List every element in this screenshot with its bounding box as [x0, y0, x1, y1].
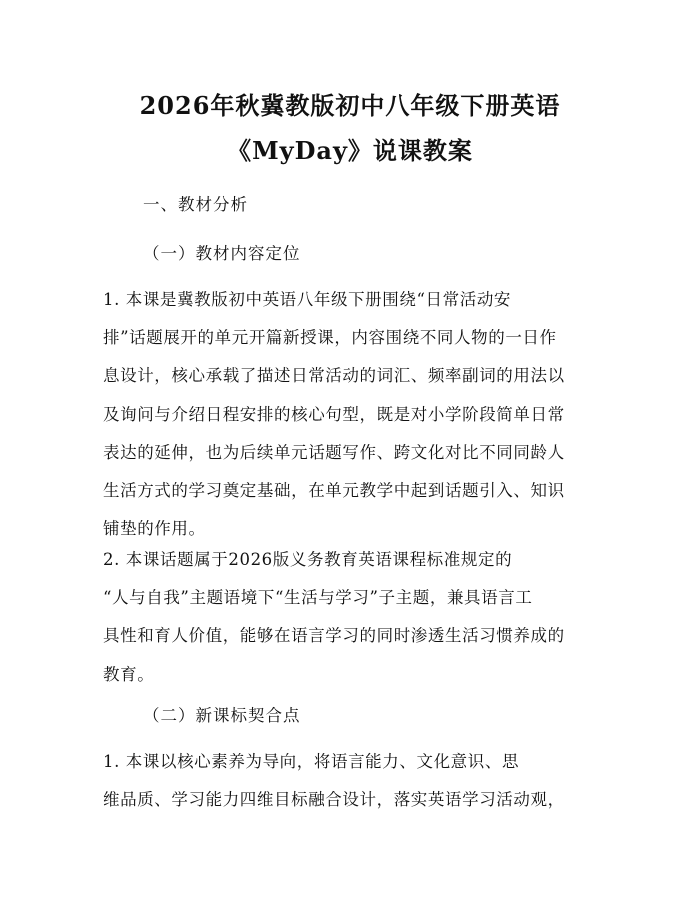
paragraph-2-line: “人与自我”主题语境下“生活与学习”子主题，兼具语言工 — [103, 588, 533, 608]
paragraph-2 — [103, 541, 603, 694]
document-title-line-2: 《MyDay》说课教案 — [227, 136, 473, 165]
paragraph-1-line: 表达的延伸，也为后续单元话题写作、跨文化对比不同同龄人 — [103, 442, 565, 462]
paragraph-1-line: 铺垫的作用。 — [103, 519, 206, 539]
paragraph-3-line: 维品质、学习能力四维目标融合设计，落实英语学习活动观， — [103, 790, 565, 810]
paragraph-3 — [103, 743, 603, 819]
paragraph-1-line: 生活方式的学习奠定基础，在单元教学中起到话题引入、知识 — [103, 481, 565, 501]
subsection-heading-curriculum-alignment: （二）新课标契合点 — [143, 706, 301, 725]
paragraph-1 — [103, 281, 603, 548]
document-title-line-1: 2026年秋冀教版初中八年级下册英语 — [139, 91, 561, 120]
paragraph-2-line: 具性和育人价值，能够在语言学习的同时渗透生活习惯养成的 — [103, 626, 565, 646]
paragraph-1-line: 及询问与介绍日程安排的核心句型，既是对小学阶段简单日常 — [103, 404, 565, 424]
paragraph-2-line: 教育。 — [103, 664, 155, 684]
paragraph-1-line: 息设计，核心承载了描述日常活动的词汇、频率副词的用法以 — [103, 366, 565, 386]
subsection-heading-content-positioning: （一）教材内容定位 — [143, 244, 301, 263]
section-heading-textbook-analysis: 一、教材分析 — [143, 195, 248, 214]
paragraph-1-line: 排”话题展开的单元开篇新授课，内容围绕不同人物的一日作 — [103, 328, 557, 348]
paragraph-1-line: 1. 本课是冀教版初中英语八年级下册围绕“日常活动安 — [103, 290, 512, 309]
paragraph-2-line: 2. 本课话题属于2026版义务教育英语课程标准规定的 — [103, 550, 513, 569]
paragraph-3-line: 1. 本课以核心素养为导向，将语言能力、文化意识、思 — [103, 752, 520, 771]
